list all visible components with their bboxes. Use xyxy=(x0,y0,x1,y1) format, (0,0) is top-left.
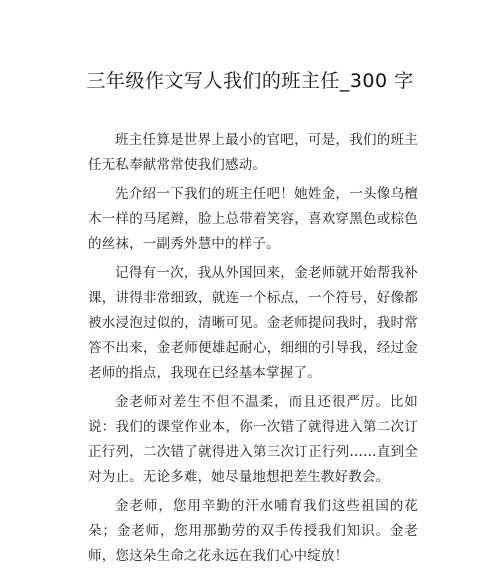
paragraph: 记得有一次，我从外国回来，金老师就开始帮我补课，讲得非常细致，就连一个标点，一个符号，好像都被水浸泡过似的，清晰可见。金老师提问我时，我时常答不出来，金老师便雄起耐心，细细的引导我，经过金老师的指点，我现在已经基本掌握了。 xyxy=(88,265,418,381)
paragraph: 金老师对差生不但不温柔，而且还很严厉。比如说：我们的课堂作业本，你一次错了就得进入第二次订正行列，二次错了就得进入第三次订正行列……直到全对为止。无论多难，她尽量地想把差生教好教会。 xyxy=(88,394,418,485)
document-body xyxy=(88,128,418,573)
paragraph: 先介绍一下我们的班主任吧！她姓金，一头像乌檀木一样的马尾辫，脸上总带着笑容，喜欢穿黑色或棕色的丝袜，一副秀外慧中的样子。 xyxy=(88,186,418,252)
document-title: 三年级作文写人我们的班主任_300 字 xyxy=(86,70,414,92)
paragraph: 金老师，您用辛勤的汗水哺育我们这些祖国的花朵；金老师，您用那勤劳的双手传授我们知识。金老师，您这朵生命之花永远在我们心中绽放！ xyxy=(88,498,418,564)
paragraph: 班主任算是世界上最小的官吧，可是，我们的班主任无私奉献常常使我们感动。 xyxy=(88,132,418,173)
